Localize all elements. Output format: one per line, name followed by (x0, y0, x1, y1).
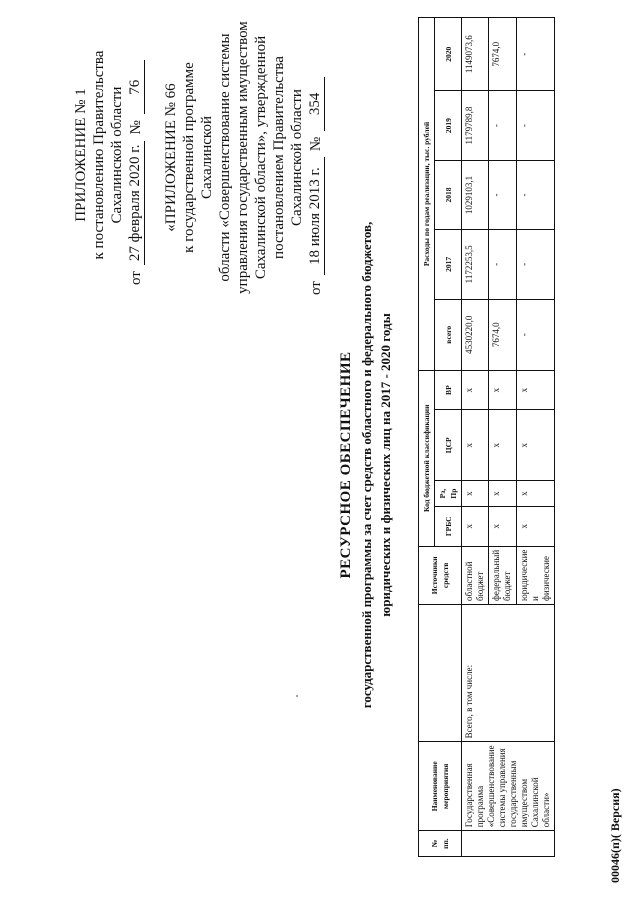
y2020-cell: - (516, 18, 554, 91)
appendix-66-line4: Сахалинской области», утвержденной (253, 35, 269, 280)
appendix-1-line1: к постановлению Правительства (91, 50, 107, 260)
title-main: РЕСУРСНОЕ ОБЕСПЕЧЕНИЕ (338, 351, 354, 579)
header-2018: 2018 (435, 160, 462, 229)
header-num: № пп. (419, 831, 462, 857)
scan-speck (296, 695, 298, 697)
appendix-1-line2: Сахалинской области (109, 86, 125, 224)
header-expenses: Расходы по годам реализации, тыс. рублей (419, 18, 435, 371)
y2020-cell: 1149073,6 (462, 18, 489, 91)
resource-table (418, 17, 555, 857)
header-blank (419, 604, 462, 741)
y2018-cell: - (516, 160, 554, 229)
header-2020: 2020 (435, 18, 462, 91)
appendix-66-line1: к государственной программе Сахалинской (181, 62, 215, 253)
y2018-cell: - (489, 160, 516, 229)
csr-cell: х (489, 410, 516, 481)
appendix-1-title: ПРИЛОЖЕНИЕ № 1 (73, 88, 89, 222)
header-name: Наименование мероприятия (419, 742, 462, 831)
appendix-1-header (72, 25, 145, 285)
rzpr-cell: х (489, 481, 516, 507)
title-sub-2: юридических и физических лиц на 2017 - 2020 годы (378, 313, 393, 617)
y2019-cell: - (489, 91, 516, 160)
rzpr-cell: х (516, 481, 554, 507)
y2018-cell: 1029103,1 (462, 160, 489, 229)
header-rzpr: Рз, Пр (435, 481, 462, 507)
appendix-66-title: «ПРИЛОЖЕНИЕ № 66 (163, 83, 179, 232)
appendix-66-date: 18 июля 2013 г. (306, 157, 325, 275)
source-cell: федеральный бюджет (489, 546, 516, 604)
from-label: от (128, 271, 144, 285)
appendix-66-line2: области «Совершенствование системы (217, 33, 233, 282)
total-cell: 4530220,0 (462, 299, 489, 370)
grbs-cell: х (462, 506, 489, 546)
y2017-cell: - (516, 230, 554, 299)
appendix-66-line5: постановлением Правительства (271, 56, 287, 259)
header-2017: 2017 (435, 230, 462, 299)
header-csr: ЦСР (435, 410, 462, 481)
subtotal-label: Всего, в том числе: (462, 604, 555, 741)
program-name: Государственная программа «Совершенствование системы управления государственным имуществом Сахалинской области» (462, 742, 555, 831)
vr-cell: х (516, 370, 554, 409)
appendix-66-line3: управления государственным имуществом (235, 21, 251, 294)
table-row (462, 18, 489, 857)
grbs-cell: х (516, 506, 554, 546)
appendix-1-date: 27 февраля 2020 г. (126, 141, 145, 266)
header-vr: ВР (435, 370, 462, 409)
csr-cell: х (462, 410, 489, 481)
document-title (338, 85, 393, 845)
appendix-66-line6: Сахалинской области (289, 89, 305, 226)
title-sub-1: государственной программы за счет средств областного и федерального бюджетов, (359, 221, 374, 709)
from-label: от (308, 281, 324, 295)
source-cell: областной бюджет (462, 546, 489, 604)
y2017-cell: - (489, 230, 516, 299)
total-cell: - (516, 299, 554, 370)
header-source: Источники средств (419, 546, 462, 604)
number-label: № (128, 120, 144, 135)
csr-cell: х (516, 410, 554, 481)
appendix-1-date-row (126, 25, 145, 285)
rzpr-cell: х (462, 481, 489, 507)
y2019-cell: 1179789,8 (462, 91, 489, 160)
y2017-cell: 1172253,5 (462, 230, 489, 299)
appendix-1-number: 76 (126, 60, 145, 114)
y2019-cell: - (516, 91, 554, 160)
total-cell: 7674,0 (489, 299, 516, 370)
appendix-66-date-row (306, 20, 325, 295)
row-num (462, 831, 555, 857)
source-cell: юридические и физические (516, 546, 554, 604)
header-total: всего (435, 299, 462, 370)
y2020-cell: 7674,0 (489, 18, 516, 91)
vr-cell: х (489, 370, 516, 409)
appendix-66-header (162, 20, 325, 295)
header-grbs: ГРБС (435, 506, 462, 546)
header-budget-class: Код бюджетной классификации (419, 370, 435, 546)
appendix-66-number: 354 (306, 77, 325, 131)
header-2019: 2019 (435, 91, 462, 160)
footer-code: 00046(п)( Версия) (608, 788, 622, 883)
grbs-cell: х (489, 506, 516, 546)
number-label: № (308, 136, 324, 152)
vr-cell: х (462, 370, 489, 409)
